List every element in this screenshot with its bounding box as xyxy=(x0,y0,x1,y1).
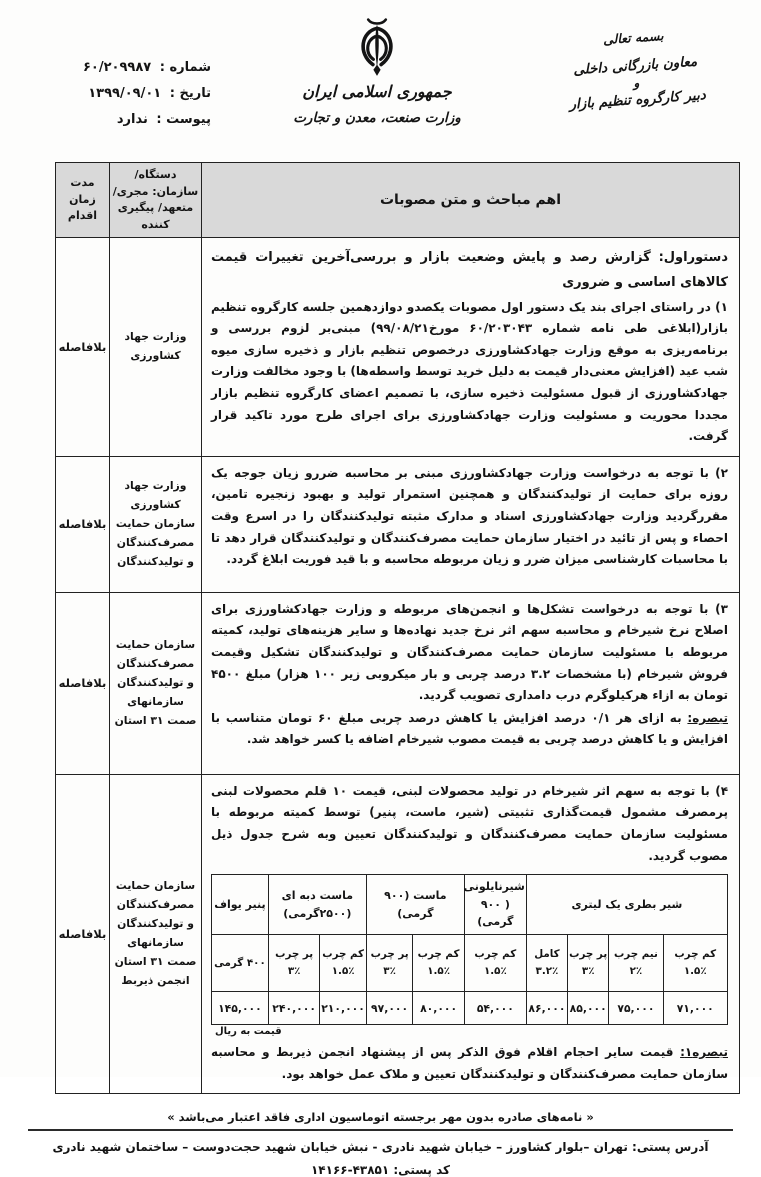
resolution-1-cell xyxy=(202,238,740,457)
letter-footer xyxy=(0,1110,761,1177)
group-uf-cheese: پنیر یواف xyxy=(212,875,269,935)
price-value: ۲۱۰,۰۰۰ xyxy=(320,992,366,1025)
price-value: ۲۴۰,۰۰۰ xyxy=(268,992,320,1025)
date-value: ۱۳۹۹/۰۹/۰۱ xyxy=(88,86,162,101)
date-label: تاریخ : xyxy=(169,86,211,101)
sub-header: کم چرب ٪۱.۵ xyxy=(464,935,526,992)
attachment-label: پیوست : xyxy=(156,112,211,127)
sub-header: کم چرب ٪۱.۵ xyxy=(663,935,728,992)
resolution-2-cell xyxy=(202,456,740,592)
number-value: ۶۰/۲۰۹۹۸۷ xyxy=(82,60,152,75)
organization-cell: وزارت جهاد کشاورزی سازمان حمایت مصرف‌کنندگان و تولیدکنندگان xyxy=(110,456,202,592)
duration-cell: بلافاصله xyxy=(56,238,110,457)
sub-header: نیم چرب ٪۲ xyxy=(609,935,663,992)
price-value: ۸۶,۰۰۰ xyxy=(526,992,567,1025)
sub-header: پر چرب ٪۳ xyxy=(568,935,609,992)
number-label: شماره : xyxy=(159,60,211,75)
organization-cell: وزارت جهاد کشاورزی xyxy=(110,238,202,457)
duration-cell: بلافاصله xyxy=(56,592,110,774)
bismillah-text: بسمه تعالی xyxy=(602,27,664,48)
group-bottled-milk: شیر بطری یک لیتری xyxy=(526,875,727,935)
attachment-value: ندارد xyxy=(116,112,148,127)
price-group-header-row xyxy=(212,875,728,935)
resolution-4-cell xyxy=(202,774,740,1093)
note-text: قیمت سایر احجام اقلام فوق الذکر پس از پیشنهاد انجمن ذیربط و محاسبه سازمان حمایت مصرف‌کنندگان و تولیدکنندگان تعیین و ملاک عمل خواهد بود. xyxy=(211,1045,728,1081)
organization-cell: سازمان حمایت مصرف‌کنندگان و تولیدکنندگان سازمانهای صمت ۳۱ استان xyxy=(110,592,202,774)
resolution-4-note xyxy=(211,1042,728,1085)
note-lead: تبصره: xyxy=(687,710,728,725)
group-bag-milk: شیرنایلونی ( ۹۰۰ گرمی) xyxy=(464,875,526,935)
group-yogurt-bucket: ماست دبه ای (۲۵۰۰گرمی) xyxy=(268,875,366,935)
letterhead xyxy=(0,0,761,152)
sub-header: ۴۰۰ گرمی xyxy=(212,935,269,992)
resolution-4-text: ۴) با توجه به سهم اثر شیرخام در تولید محصولات لبنی، قیمت ۱۰ قلم محصولات لبنی پرمصرف مشمول قیمت‌گذاری تثبیتی (شیر، ماست، پنیر) توسط کمیته مربوطه با مسئولیت سازمان حمایت مصرف‌کنندگان و تولیدکنندگان تعیین وبه شرح جدول ذیل مصوب گردید. xyxy=(211,783,729,863)
note-lead: تبصره۱: xyxy=(680,1045,728,1059)
letter-date xyxy=(20,86,211,101)
resolution-3-text: ۳) با توجه به درخواست تشکل‌ها و انجمن‌های مربوطه و وزارت جهادکشاورزی برای اصلاح نرخ شیرخام و محاسبه سهم اثر نرخ جدید نهاده‌ها و سایر هزینه‌های تولید، کمیته مربوطه با مسئولیت سازمان حمایت مصرف‌کنندگان و تولیدکنندگان تشکیل وقیمت فروش شیرخام (با مشخصات ۳.۲ درصد چربی و بار میکروبی زیر ۱۰۰ هزار) مبلغ ۴۵۰۰ تومان به ازاء هرکیلوگرم درب دامداری تصویب گردید. xyxy=(211,601,729,703)
table-header-row xyxy=(56,163,740,238)
table-row xyxy=(56,592,740,774)
group-yogurt-900: ماست (۹۰۰ گرمی) xyxy=(366,875,464,935)
table-row xyxy=(56,238,740,457)
duration-cell: بلافاصله xyxy=(56,774,110,1093)
sub-header: کم چرب ٪۱.۵ xyxy=(413,935,465,992)
sub-header: پر چرب ٪۳ xyxy=(366,935,412,992)
iran-emblem-icon xyxy=(225,16,529,78)
sub-header: کامل ٪۳.۲ xyxy=(526,935,567,992)
resolutions-table xyxy=(55,162,740,1094)
price-value: ۱۴۵,۰۰۰ xyxy=(212,992,269,1025)
price-value: ۸۵,۰۰۰ xyxy=(568,992,609,1025)
organization-cell: سازمان حمایت مصرف‌کنندگان و تولیدکنندگان سازمانهای صمت ۳۱ استان انجمن ذیربط xyxy=(110,774,202,1093)
dairy-price-table xyxy=(211,874,728,1025)
price-value: ۷۵,۰۰۰ xyxy=(609,992,663,1025)
price-value: ۸۰,۰۰۰ xyxy=(413,992,465,1025)
validity-disclaimer: « نامه‌های صادره بدون مهر برجسته اتوماسیون اداری فاقد اعتبار می‌باشد » xyxy=(167,1110,594,1125)
duration-cell: بلافاصله xyxy=(56,456,110,592)
sub-header: کم چرب ٪۱.۵ xyxy=(320,935,366,992)
letter-number xyxy=(20,60,211,75)
letterhead-calligraphy xyxy=(526,7,744,119)
col-header-topics: اهم مباحث و متن مصوبات xyxy=(202,163,740,238)
price-value: ۵۴,۰۰۰ xyxy=(464,992,526,1025)
price-unit-note: قیمت به ریال xyxy=(215,1026,282,1037)
sender-title-line: معاون بازرگانی داخلی xyxy=(572,54,698,79)
sender-role-line: دبیر کارگروه تنظیم بازار xyxy=(568,87,707,114)
letter-attachment xyxy=(20,112,211,127)
price-value: ۷۱,۰۰۰ xyxy=(663,992,728,1025)
footer-divider xyxy=(28,1129,733,1131)
price-values-row xyxy=(212,992,728,1025)
ministry-title: وزارت صنعت، معدن و تجارت xyxy=(293,110,461,126)
letterhead-center xyxy=(225,14,529,126)
table-row xyxy=(56,774,740,1093)
resolution-2-text: ۲) با توجه به درخواست وزارت جهادکشاورزی مبنی بر محاسبه ضررو زیان جوجه یک روزه برای حمایت از تولیدکنندگان و همچنین استمرار تولید و بهبود زنجیره تامین، مقررگردید وزارت جهادکشاورزی اسناد و مدارک مثبته تولیدکنندگان را در اسرع وقت احصاء و پس از تائید در اختیار سازمان حمایت مصرف‌کنندگان و تولیدکنندگان قرار دهد تا با محاسبات کارشناسی میزان ضرر و زیان مربوطه محاسبه و با قید فوریت ابلاغ گردد. xyxy=(211,465,728,567)
republic-title: جمهوری اسلامی ایران xyxy=(302,82,452,101)
col-header-organization: دستگاه/سازمان: مجری/ متعهد/ پیگیری کننده xyxy=(110,163,202,238)
note-text: به ازای هر ۰/۱ درصد افزایش یا کاهش درصد چربی مبلغ ۶۰ تومان متناسب با افزایش و یا کاهش درصد چربی به قیمت مصوب شیرخام اضافه یا کسر خواهد شد. xyxy=(211,710,728,747)
resolution-3-cell xyxy=(202,592,740,774)
resolution-1-text: ۱) در راستای اجرای بند یک دستور اول مصوبات یکصدو دوازدهمین جلسه کارگروه تنظیم بازار(ابلاغی طی نامه شماره ۶۰/۲۰۳۰۴۳ مورخ۹۹/۰۸/۲۱) مبنی‌بر لزوم بررسی و برنامه‌ریزی به موقع وزارت جهادکشاورزی درخصوص تنظیم بازار و ذخیره سازی میوه شب عید (افزایش معنی‌دار قیمت به دلیل خرید توسط واسطه‌ها) با وجود مخالفت وزارت جهادکشاورزی از قبول مسئولیت ذخیره سازی، با تصمیم اعضای کارگروه تنظیم بازار مجددا محوریت و مسئولیت وزارت جهادکشاورزی برای اجرای طرح مورد تاکید قرار گرفت. xyxy=(211,299,729,444)
postal-address: آدرس پستی: تهران –بلوار کشاورز – خیابان شهید نادری - نبش خیابان شهید حجت‌دوست – ساختمان شهید نادری xyxy=(52,1140,709,1155)
table-row xyxy=(56,456,740,592)
sub-header: پر چرب ٪۳ xyxy=(268,935,320,992)
price-subheader-row xyxy=(212,935,728,992)
postal-code: کد پستی: ۴۳۸۵۱-۱۴۱۶۶ xyxy=(310,1163,451,1177)
sender-conjunction: و xyxy=(633,76,640,91)
letter-meta xyxy=(20,14,225,138)
resolution-3-note xyxy=(211,708,728,751)
section-title: دستوراول: گزارش رصد و پایش وضعیت بازار و بررسی‌آخرین تغییرات قیمت کالاهای اساسی و ضروری xyxy=(211,250,728,291)
col-header-duration: مدت زمان اقدام xyxy=(56,163,110,238)
price-value: ۹۷,۰۰۰ xyxy=(366,992,412,1025)
